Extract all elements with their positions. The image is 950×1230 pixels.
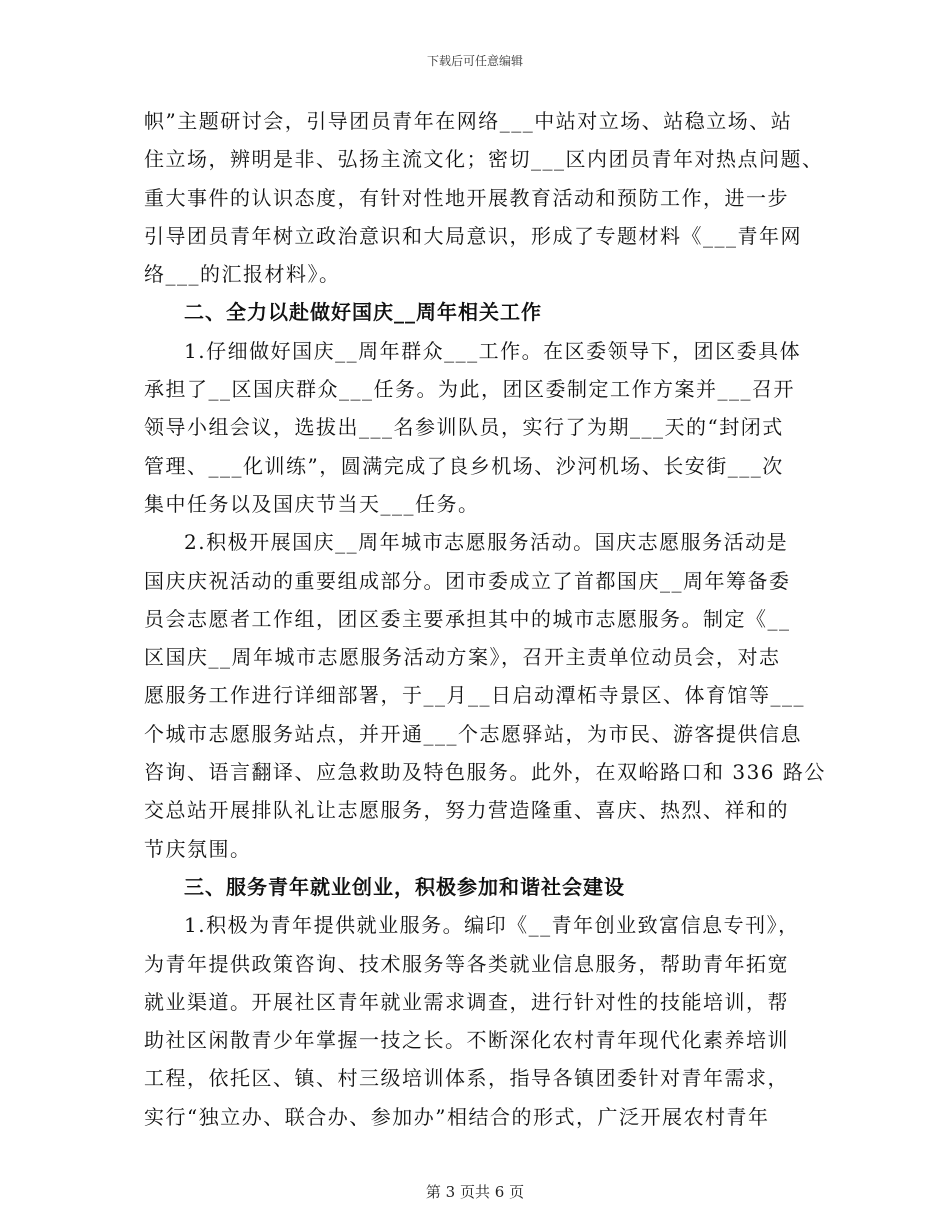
text-line: 愿服务工作进行详细部署，于__月__日启动潭柘寺景区、体育馆等___ [144, 683, 805, 708]
text-line: 帜”主题研讨会，引导团员青年在网络___中站对立场、站稳立场、站 [144, 109, 793, 133]
section-heading: 二、全力以赴做好国庆__周年相关工作 [184, 300, 542, 325]
paragraph-start-line: 1.积极为青年提供就业服务。编印《__青年创业致富信息专刊》， [184, 913, 800, 938]
text-line: 重大事件的认识态度，有针对性地开展教育活动和预防工作，进一步 [144, 185, 789, 210]
text-line: 节庆氛围。 [144, 836, 252, 861]
text-line: 工程，依托区、镇、村三级培训体系，指导各镇团委针对青年需求， [144, 1066, 789, 1091]
text-line: 个城市志愿服务站点，并开通___个志愿驿站，为市民、游客提供信息 [144, 721, 802, 746]
text-line: 就业渠道。开展社区青年就业需求调查，进行针对性的技能培训，帮 [144, 989, 789, 1014]
text-line: 管理、___化训练”，圆满完成了良乡机场、沙河机场、长安街___次 [144, 453, 784, 478]
text-line: 员会志愿者工作组，团区委主要承担其中的城市志愿服务。制定《__ [144, 606, 791, 631]
text-line: 咨询、语言翻译、应急救助及特色服务。此外，在双峪路口和 336 路公 [144, 760, 826, 785]
paragraph-start-line: 1.仔细做好国庆__周年群众___工作。在区委领导下，团区委具体 [184, 338, 802, 363]
document-body [144, 102, 826, 1136]
text-line: 助社区闲散青少年掌握一技之长。不断深化农村青年现代化素养培训 [144, 1028, 789, 1053]
section-heading: 三、服务青年就业创业，积极参加和谐社会建设 [184, 874, 625, 899]
text-line: 引导团员青年树立政治意识和大局意识，形成了专题材料《___青年网 [144, 223, 802, 248]
text-line: 络___的汇报材料》。 [144, 262, 341, 287]
text-line: 领导小组会议，选拔出___名参训队员，实行了为期___天的“封闭式 [144, 415, 784, 440]
text-line: 交总站开展排队礼让志愿服务，努力营造隆重、喜庆、热烈、祥和的 [144, 798, 789, 823]
text-line: 承担了__区国庆群众___任务。为此，团区委制定工作方案并___召开 [144, 377, 795, 402]
text-line: 区国庆__周年城市志愿服务活动方案》，召开主责单位动员会，对志 [144, 645, 781, 670]
text-line: 国庆庆祝活动的重要组成部分。团市委成立了首都国庆__周年筹备委 [144, 568, 791, 593]
page-number-footer: 第 3 页共 6 页 [425, 1183, 525, 1201]
text-line: 住立场，辨明是非、弘扬主流文化；密切___区内团员青年对热点问题、 [144, 147, 824, 172]
paragraph-start-line: 2.积极开展国庆__周年城市志愿服务活动。国庆志愿服务活动是 [184, 530, 789, 555]
page-header: 下载后可任意编辑 [426, 54, 523, 68]
text-line: 为青年提供政策咨询、技术服务等各类就业信息服务，帮助青年拓宽 [144, 951, 789, 976]
text-line: 实行“独立办、联合办、参加办”相结合的形式，广泛开展农村青年 [144, 1104, 770, 1129]
text-line: 集中任务以及国庆节当天___任务。 [144, 491, 480, 516]
